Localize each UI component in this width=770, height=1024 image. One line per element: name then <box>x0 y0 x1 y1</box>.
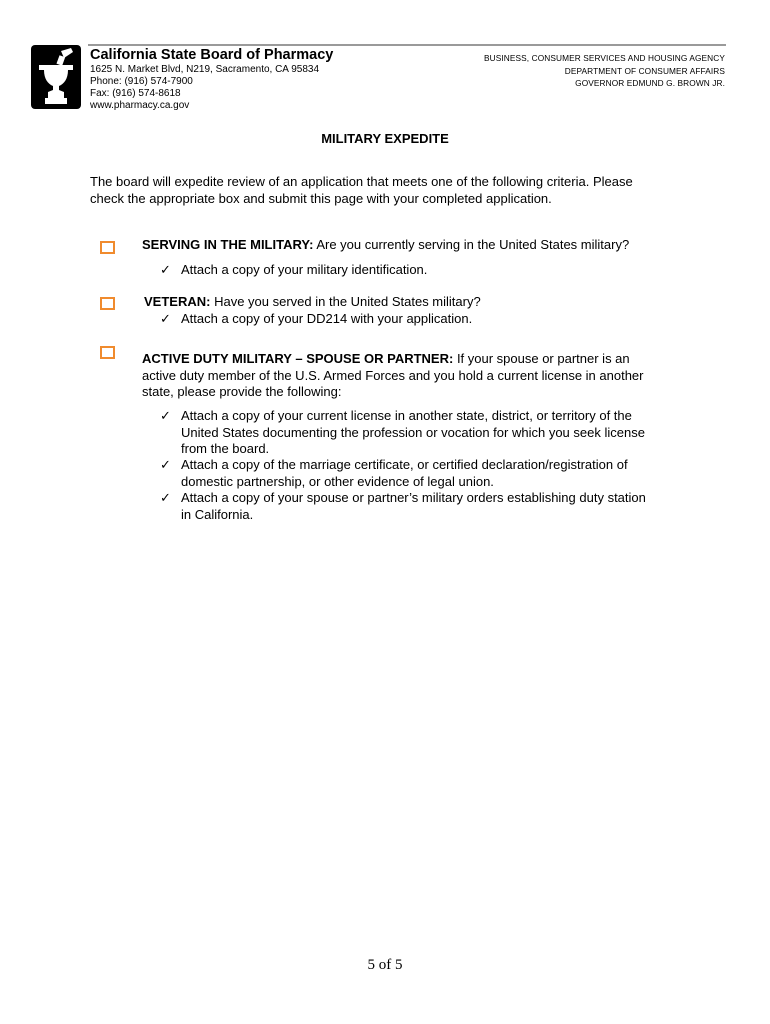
list-item-line: United States documenting the profession or vocation for which you seek license <box>181 424 645 440</box>
list-item: Attach a copy of your military identification. <box>181 262 428 277</box>
page-title: MILITARY EXPEDITE <box>321 131 449 146</box>
org-fax: Fax: (916) 574-8618 <box>90 88 181 99</box>
list-item-line: from the board. <box>181 441 270 456</box>
section-heading: SERVING IN THE MILITARY: <box>142 237 314 252</box>
section-serving-military <box>142 237 702 254</box>
section-heading: ACTIVE DUTY MILITARY – SPOUSE OR PARTNER: <box>142 351 454 366</box>
list-item <box>181 457 628 490</box>
list-item-line: in California. <box>181 506 254 522</box>
section-text: active duty member of the U.S. Armed Forces and you hold a current license in another <box>142 367 644 383</box>
page-number: 5 of 5 <box>367 957 403 973</box>
section-veteran <box>144 294 704 311</box>
checkmark-icon: ✓ <box>160 490 171 505</box>
checkmark-icon: ✓ <box>160 262 171 277</box>
checkbox-spouse-partner[interactable] <box>100 346 115 359</box>
list-item <box>181 408 645 458</box>
list-item: Attach a copy of your DD214 with your application. <box>181 311 473 326</box>
section-heading: VETERAN: <box>144 294 211 309</box>
governor-line: GOVERNOR EDMUND G. BROWN JR. <box>575 78 725 88</box>
org-phone: Phone: (916) 574-7900 <box>90 76 193 87</box>
list-item <box>181 490 646 523</box>
section-spouse-partner <box>142 351 702 401</box>
checkmark-icon: ✓ <box>160 408 171 423</box>
section-text: Are you currently serving in the United States military? <box>316 237 630 252</box>
intro-paragraph <box>90 173 690 207</box>
list-item-line: Attach a copy of the marriage certificate, or certified declaration/registration of <box>181 457 628 472</box>
header-rule <box>88 44 726 46</box>
list-item-line: Attach a copy of your current license in another state, district, or territory of the <box>181 408 632 423</box>
org-name: California State Board of Pharmacy <box>90 47 334 63</box>
intro-line: check the appropriate box and submit this page with your completed application. <box>90 191 552 206</box>
list-item-line: domestic partnership, or other evidence of legal union. <box>181 473 494 489</box>
checkbox-veteran[interactable] <box>100 297 115 310</box>
checkmark-icon: ✓ <box>160 311 171 326</box>
section-text: If your spouse or partner is an <box>456 351 630 366</box>
agency-line: BUSINESS, CONSUMER SERVICES AND HOUSING AGENCY <box>484 53 725 63</box>
checkbox-serving-military[interactable] <box>100 241 115 254</box>
intro-line: The board will expedite review of an application that meets one of the following criteria. Please <box>90 174 633 189</box>
section-text: state, please provide the following: <box>142 384 342 399</box>
org-address: 1625 N. Market Blvd, N219, Sacramento, CA 95834 <box>90 64 320 75</box>
section-text: Have you served in the United States military? <box>214 294 481 309</box>
checkmark-icon: ✓ <box>160 457 171 472</box>
list-item-line: Attach a copy of your spouse or partner’s military orders establishing duty station <box>181 490 646 505</box>
org-website: www.pharmacy.ca.gov <box>90 100 190 111</box>
department-line: DEPARTMENT OF CONSUMER AFFAIRS <box>564 66 725 76</box>
mortar-pestle-logo <box>31 45 81 109</box>
